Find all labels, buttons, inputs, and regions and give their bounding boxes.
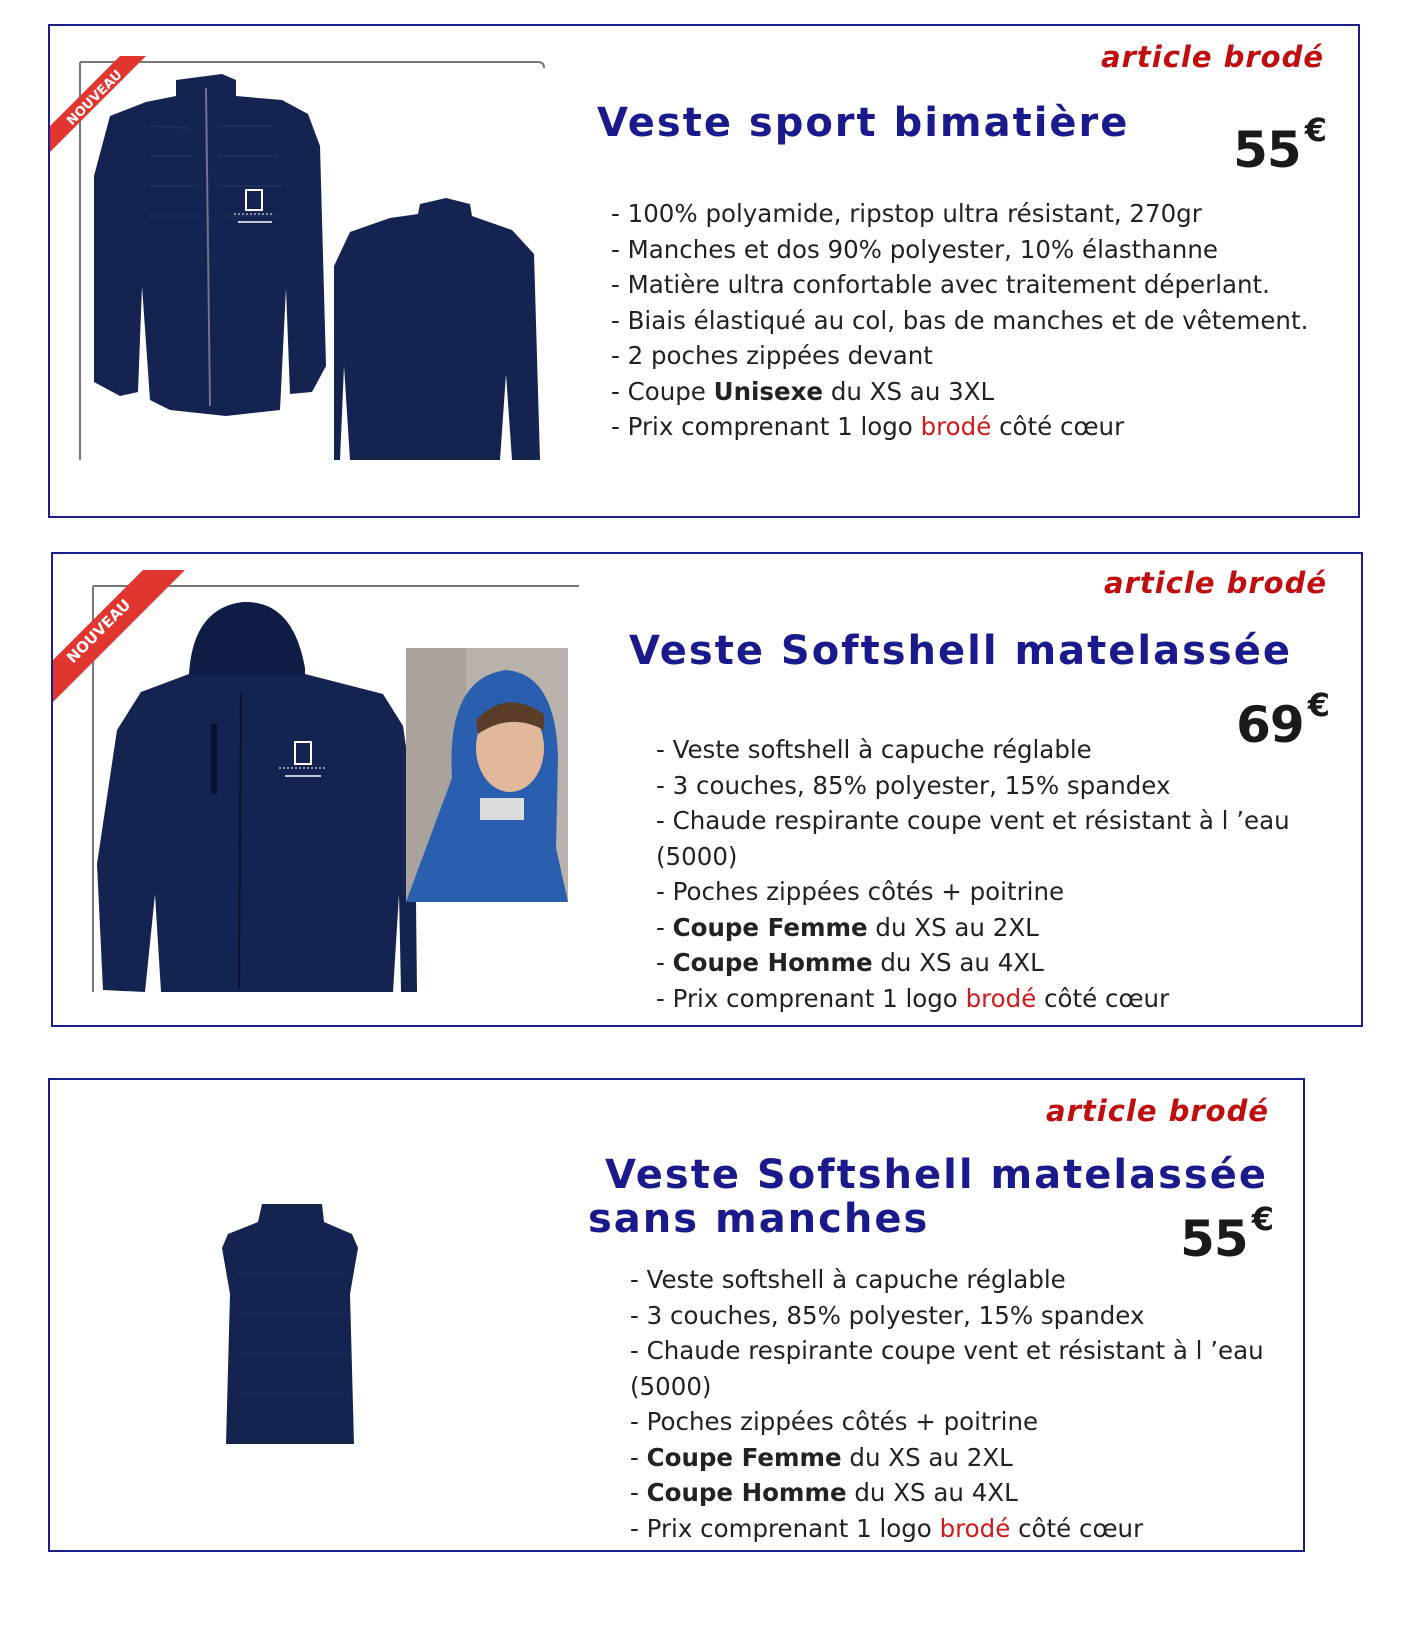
price-amount: 55 [1233, 121, 1301, 179]
feature-item: - Veste softshell à capuche réglable [656, 735, 1092, 764]
price-amount: 69 [1236, 696, 1304, 754]
feature-item: - Biais élastiqué au col, bas de manches et de vêtement. [611, 305, 1309, 335]
new-badge-text: NOUVEAU [64, 67, 126, 129]
feature-item: - Chaude respirante coupe vent et résistant à l ’eau (5000) [630, 1336, 1264, 1401]
feature-item: - Matière ultra confortable avec traitement déperlant. [611, 270, 1270, 299]
feature-item: - Veste softshell à capuche réglable [630, 1265, 1066, 1294]
feature-item: - Coupe Homme du XS au 4XL [656, 948, 1044, 977]
embroidered-tag: article brodé [1046, 1094, 1269, 1128]
euro-sign: € [1251, 1200, 1273, 1238]
feature-item: - Coupe Homme du XS au 4XL [630, 1478, 1018, 1507]
feature-list [611, 196, 1331, 445]
feature-item: - Coupe Unisexe du XS au 3XL [611, 376, 995, 406]
product-card-softshell [51, 552, 1363, 1027]
feature-item: - Poches zippées côtés + poitrine [656, 877, 1065, 906]
product-card-bimatiere [48, 24, 1360, 518]
logo-line: - Prix comprenant 1 logo brodé côté cœur [630, 1513, 1144, 1543]
feature-item: - 2 poches zippées devant [611, 341, 933, 370]
product-price [1180, 1200, 1273, 1268]
feature-item: - 100% polyamide, ripstop ultra résistant, 270gr [611, 199, 1202, 228]
product-image [50, 56, 550, 466]
price-amount: 55 [1180, 1210, 1248, 1268]
model-photo [406, 648, 568, 902]
product-card-sleeveless [48, 1078, 1305, 1552]
euro-sign: € [1307, 686, 1329, 724]
euro-sign: € [1304, 111, 1326, 149]
product-title: Veste Softshell matelassée [629, 628, 1292, 674]
feature-list [656, 732, 1336, 1016]
feature-item: - Poches zippées côtés + poitrine [630, 1407, 1039, 1436]
feature-item: - 3 couches, 85% polyester, 15% spandex [630, 1300, 1145, 1330]
product-image [218, 1204, 368, 1446]
embroidered-tag: article brodé [1101, 40, 1324, 74]
product-title: Veste sport bimatière [597, 100, 1130, 146]
feature-item: - Chaude respirante coupe vent et résistant à l ’eau (5000) [656, 806, 1290, 871]
logo-line: - Prix comprenant 1 logo brodé côté cœur [656, 983, 1170, 1013]
feature-list [630, 1262, 1290, 1546]
feature-item: - Manches et dos 90% polyester, 10% élasthanne [611, 234, 1218, 264]
logo-line: - Prix comprenant 1 logo brodé côté cœur [611, 412, 1125, 441]
feature-item: - Coupe Femme du XS au 2XL [656, 912, 1039, 942]
product-title-line2: sans manches [588, 1196, 930, 1242]
new-badge-text: NOUVEAU [63, 595, 135, 667]
product-price [1233, 111, 1326, 179]
embroidered-tag: article brodé [1104, 566, 1327, 600]
feature-item: - Coupe Femme du XS au 2XL [630, 1442, 1013, 1472]
product-title: Veste Softshell matelassée [605, 1152, 1268, 1198]
feature-item: - 3 couches, 85% polyester, 15% spandex [656, 770, 1171, 800]
